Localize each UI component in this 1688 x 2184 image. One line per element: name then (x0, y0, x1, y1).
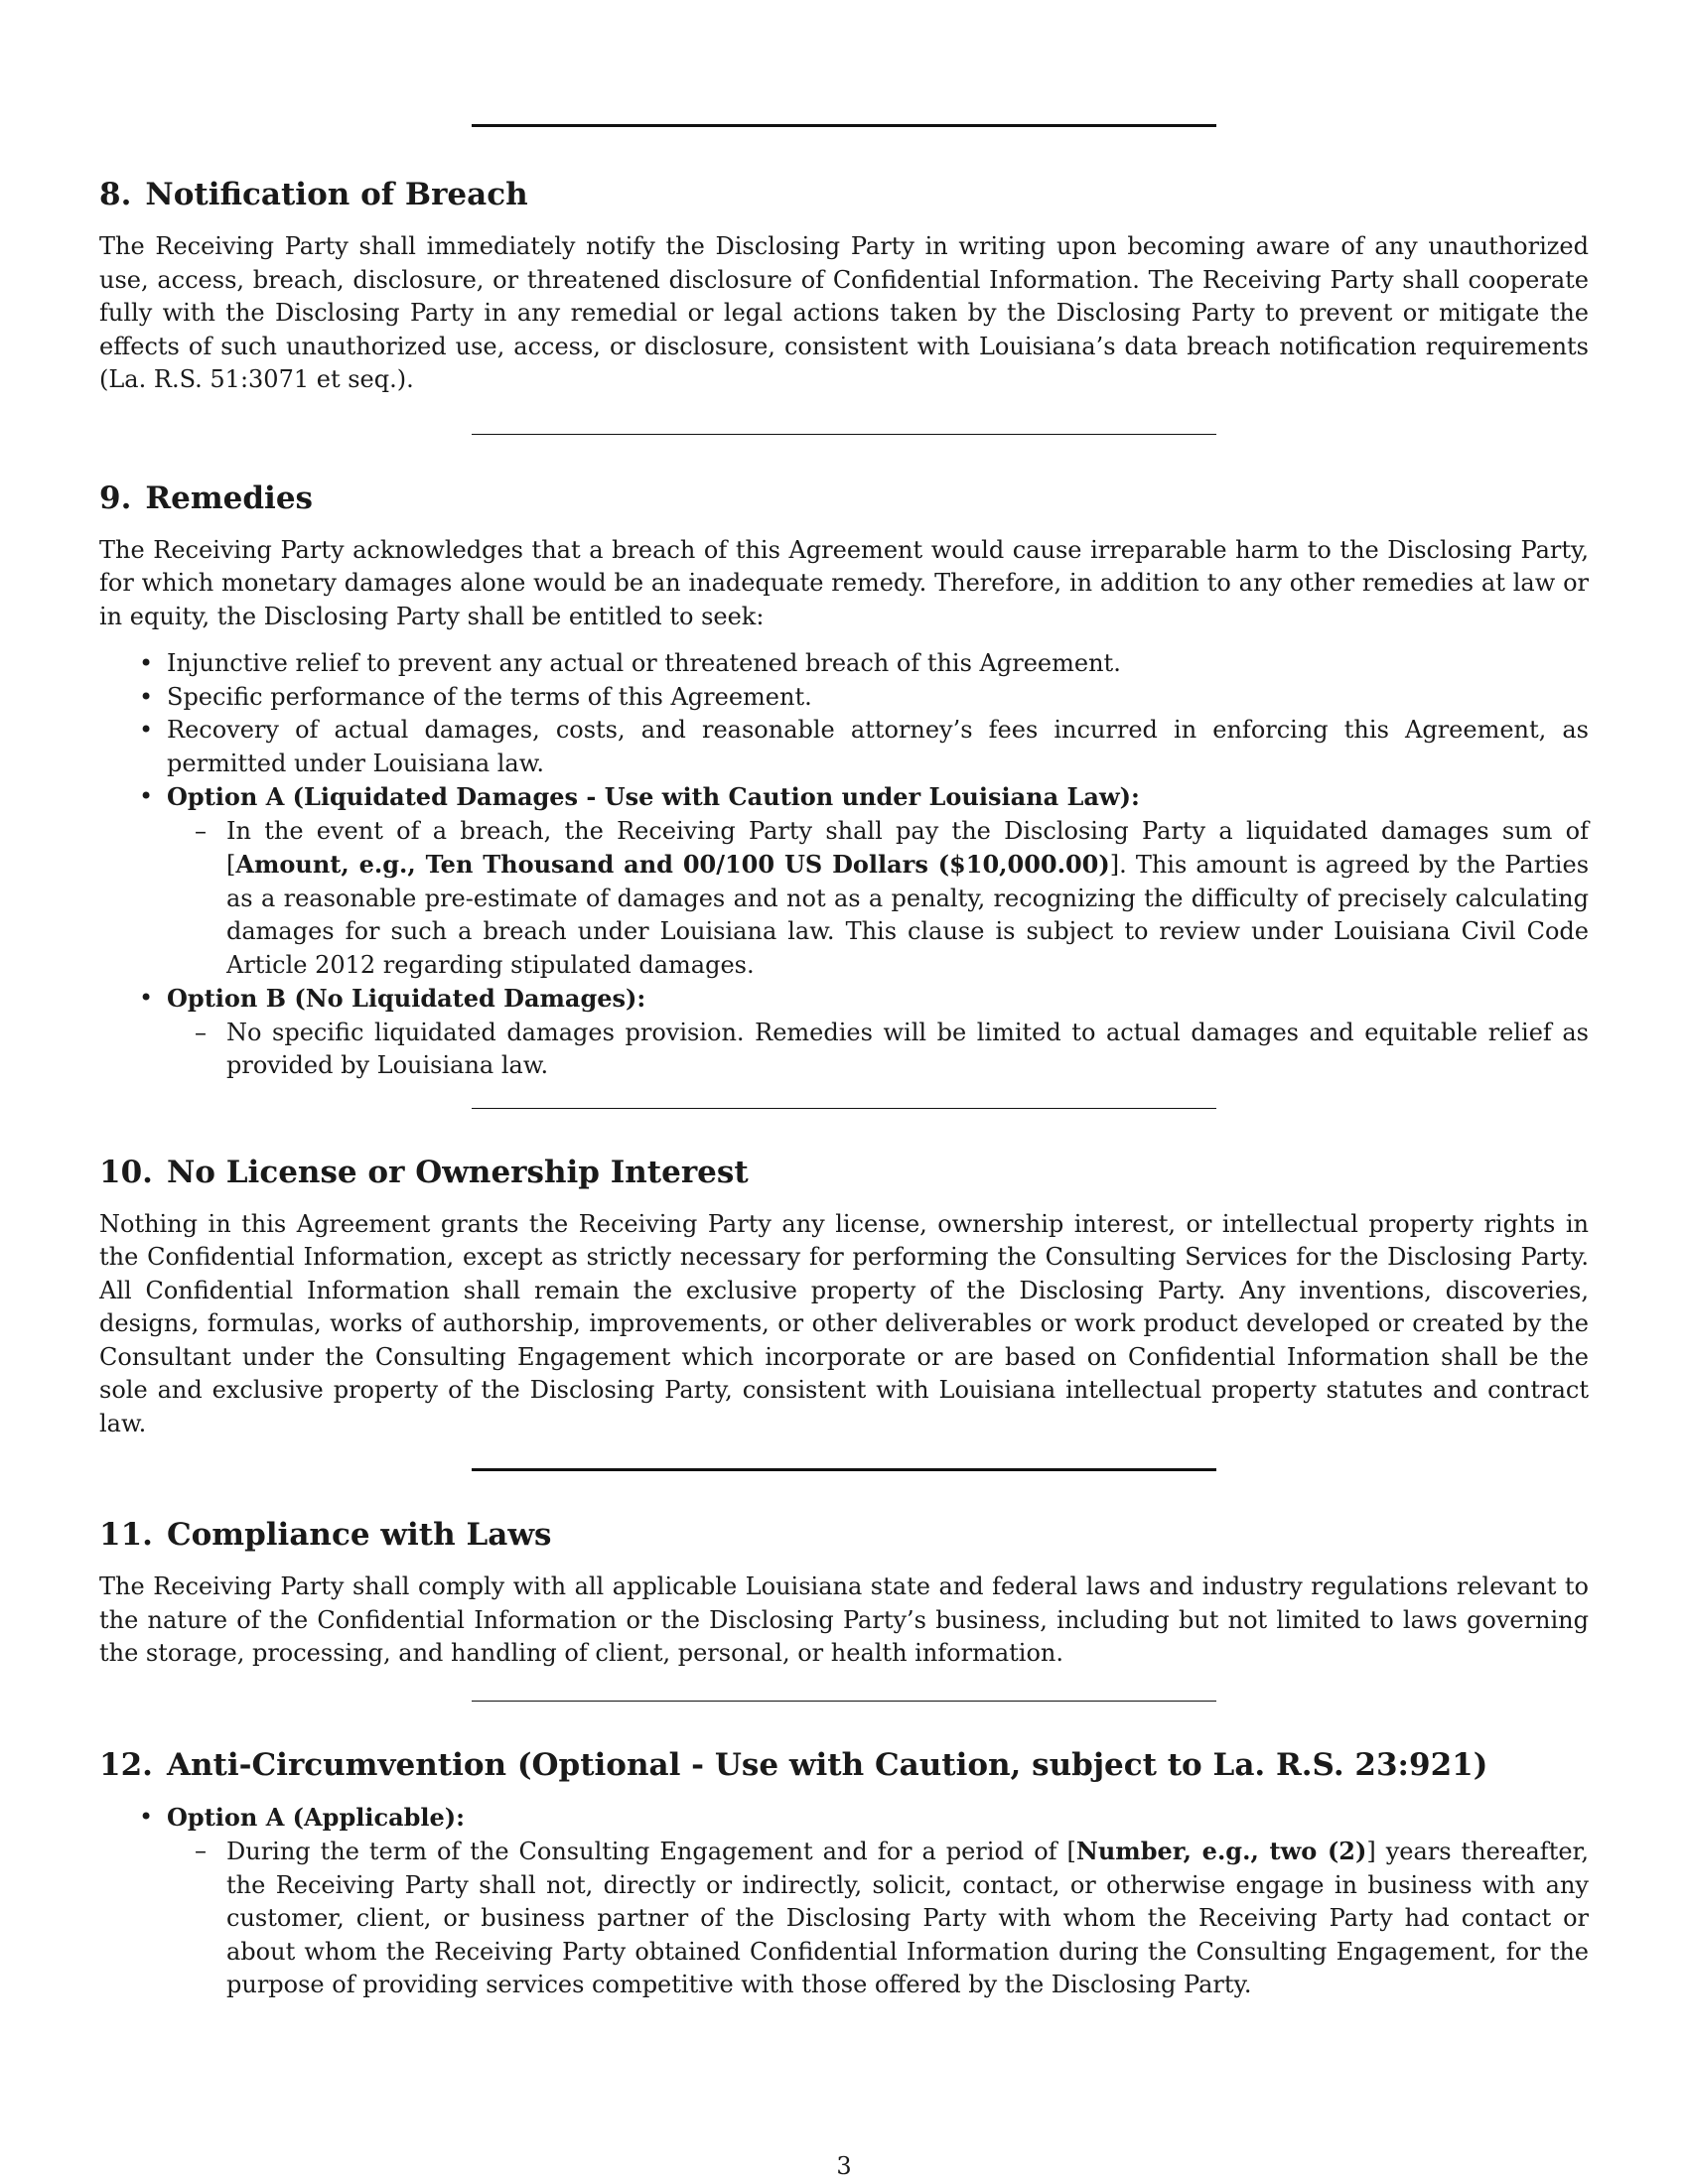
section-10-heading (99, 1155, 1589, 1190)
list-item-option-a (167, 780, 1589, 982)
anti-circumvention-list (99, 1801, 1589, 2002)
section-divider (472, 1701, 1216, 1702)
section-divider (472, 1468, 1216, 1471)
section-9-heading (99, 480, 1589, 516)
list-item-option-b (167, 982, 1589, 1083)
page-number: 3 (836, 2152, 852, 2180)
section-number: 12. (99, 1746, 153, 1783)
option-a-sublist (167, 815, 1589, 983)
option-b-label: Option B (No Liquidated Damages): (167, 984, 646, 1013)
section-11-body: The Receiving Party shall comply with all applicable Louisiana state and federal laws and industry regulations relevant to the nature of the Confidential Information or the Disclosing Party’s business, including but not limited to laws governing the storage, processing, and handling of client, personal, or health information. (99, 1572, 1589, 1667)
option-a-period: Number, e.g., two (2) (1075, 1837, 1367, 1865)
sublist-item (226, 1835, 1589, 2002)
list-item-option-a (167, 1801, 1589, 2002)
section-divider (472, 124, 1216, 127)
section-number: 10. (99, 1154, 153, 1190)
section-10-body: Nothing in this Agreement grants the Receiving Party any license, ownership interest, or intellectual property rights in the Confidential Information, except as strictly necessary for performing the Consulting Services for the Disclosing Party. All Confidential Information shall remain the exclusive property of the Disclosing Party. Any inventions, discoveries, designs, formulas, works of authorship, improvements, or other deliverables or work product developed or created by the Consultant under the Consulting Engagement which incorporate or are based on Confidential Information shall be the sole and exclusive property of the Disclosing Party, consistent with Louisiana intellectual property statutes and contract law. (99, 1209, 1589, 1437)
option-a-label: Option A (Liquidated Damages - Use with Caution under Louisiana Law): (167, 782, 1140, 811)
section-12-heading (99, 1747, 1589, 1783)
section-number: 11. (99, 1517, 153, 1553)
option-a-text-post: ]. This amount is agreed by the Parties as a reasonable pre-estimate of damages and not as a penalty, recognizing the difficulty of precisely calculating damages for such a breach under Louisiana law. This clause is subject to review under Louisiana Civil Code Article 2012 regarding stipulated damages. (226, 851, 1590, 979)
option-a-text-pre: In the event of a breach, the Receiving Party shall pay the Disclosing Party a liquidated damages sum of [ (226, 816, 1589, 879)
option-a-sublist (167, 1835, 1589, 2002)
section-title: Remedies (145, 479, 314, 516)
section-11-heading (99, 1517, 1589, 1553)
sublist-item (226, 815, 1589, 983)
section-title: Anti-Circumvention (Optional - Use with Caution, subject to La. R.S. 23:921) (166, 1746, 1488, 1783)
list-item: • Specific performance of the terms of this Agreement. (167, 681, 1589, 715)
option-a-text-post: ] years thereafter, the Receiving Party shall not, directly or indirectly, solicit, contact, or otherwise engage in business with any customer, client, or business partner of the Disclosing Party with whom the Receiving Party had contact or about whom the Receiving Party obtained Confidential Information during the Consulting Engagement, for the purpose of providing services competitive with those offered by the Disclosing Party. (226, 1838, 1590, 1998)
section-title: No License or Ownership Interest (166, 1154, 749, 1190)
section-9-intro: The Receiving Party acknowledges that a breach of this Agreement would cause irreparable harm to the Disclosing Party, for which monetary damages alone would be an inadequate remedy. Therefore, in addition to any other remedies at law or in equity, the Disclosing Party shall be entitled to seek: (99, 535, 1589, 630)
section-number: 9. (99, 479, 132, 516)
section-title: Compliance with Laws (166, 1517, 552, 1553)
section-title: Notification of Breach (145, 177, 528, 212)
section-divider (472, 434, 1216, 435)
section-8-body: The Receiving Party shall immediately notify the Disclosing Party in writing upon becoming aware of any unauthorized use, access, breach, disclosure, or threatened disclosure of Confidential Information. The Receiving Party shall cooperate fully with the Disclosing Party in any remedial or legal actions taken by the Disclosing Party to prevent or mitigate the effects of such unauthorized use, access, or disclosure, consistent with Louisiana’s data breach notification requirements (La. R.S. 51:3071 et seq.). (99, 232, 1589, 393)
section-divider (472, 1108, 1216, 1109)
remedies-list (99, 647, 1589, 1083)
section-number: 8. (99, 177, 132, 212)
section-8-heading (99, 177, 1589, 212)
sublist-item: – No specific liquidated damages provision. Remedies will be limited to actual damages and equitable relief as provided by Louisiana law. (226, 1017, 1589, 1083)
list-item: • Injunctive relief to prevent any actual or threatened breach of this Agreement. (167, 647, 1589, 681)
option-a-amount: Amount, e.g., Ten Thousand and 00/100 US Dollars ($10,000.00) (235, 850, 1110, 879)
option-b-sublist (167, 1017, 1589, 1083)
option-a-text-pre: During the term of the Consulting Engagement and for a period of [ (226, 1838, 1076, 1865)
option-a-label: Option A (Applicable): (167, 1802, 465, 1832)
list-item: • Recovery of actual damages, costs, and reasonable attorney’s fees incurred in enforcing this Agreement, as permitted under Louisiana law. (167, 714, 1589, 780)
